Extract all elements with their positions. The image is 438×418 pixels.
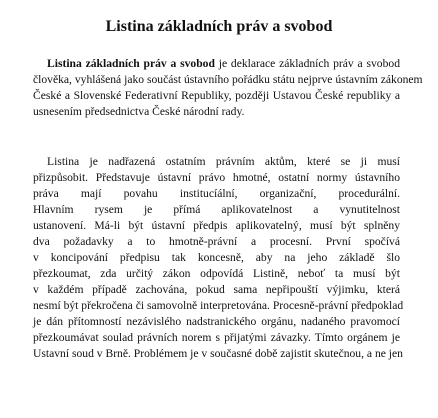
paragraph1-line1-rest: je deklarace základních práv a svobod [214, 57, 400, 70]
paragraph2-line7: v koncipování předpisu tak koncesně, aby na jeho základě šlo [33, 251, 400, 264]
paragraph1-line4: usnesením předsednictva České národní rady. [33, 105, 245, 118]
paragraph2-line11: je dán přítomností nezávislého nadstranického orgánu, nadaného pravomocí [33, 315, 400, 328]
paragraph2-line3: práva mají povahu institucíální, organizační, procedurální. [33, 187, 400, 200]
paragraph2-line4: Hlavním rysem je přímá aplikovatelnost a vynutitelnost [33, 203, 400, 216]
paragraph2-line12: přezkoumávat soulad právních norem s přijatými závazky. Tímto orgánem je [33, 331, 400, 344]
paragraph2-line1: Listina je nadřazená ostatním právním aktům, které se ji musí [47, 155, 400, 168]
paragraph2-line5: ustanovení. Má-li být ústavní předpis aplikovatelný, musí být splněny [33, 219, 400, 232]
paragraph1-line1 [33, 56, 400, 72]
paragraph2-line8: přezkoumat, zda určitý zákon odpovídá Listině, neboť ta musí být [33, 267, 400, 280]
paragraph1-bold-lead: Listina základních práv a svobod [47, 57, 215, 70]
paragraph2-line2: přizpůsobit. Představuje ústavní právo hmotné, ostatní normy ústavního [33, 171, 400, 184]
paragraph2-line13: Ustavní soud v Brně. Problémem je v současné době zajistit skutečnou, a ne jen [33, 347, 403, 360]
paragraph1-line3: České a Slovenské Federativní Republiky, později Ustavou České republiky a [33, 89, 400, 102]
paragraph2-line10: nesmí být překročena či samovolně interpretována. Procesně-právní předpoklad [33, 299, 404, 312]
paragraph2-line6: dva požadavky a to hmotně-právní a procesní. První spočívá [33, 235, 400, 248]
paragraph2-line9: v každém případě zachována, pokud sama nepřipouští výjimku, která [33, 283, 400, 296]
document-title: Listina základních práv a svobod [105, 18, 333, 35]
paragraph1-line2: člověka, vyhlášená jako součást ústavního pořádku státu nejprve ústavním zákonem [33, 73, 423, 86]
